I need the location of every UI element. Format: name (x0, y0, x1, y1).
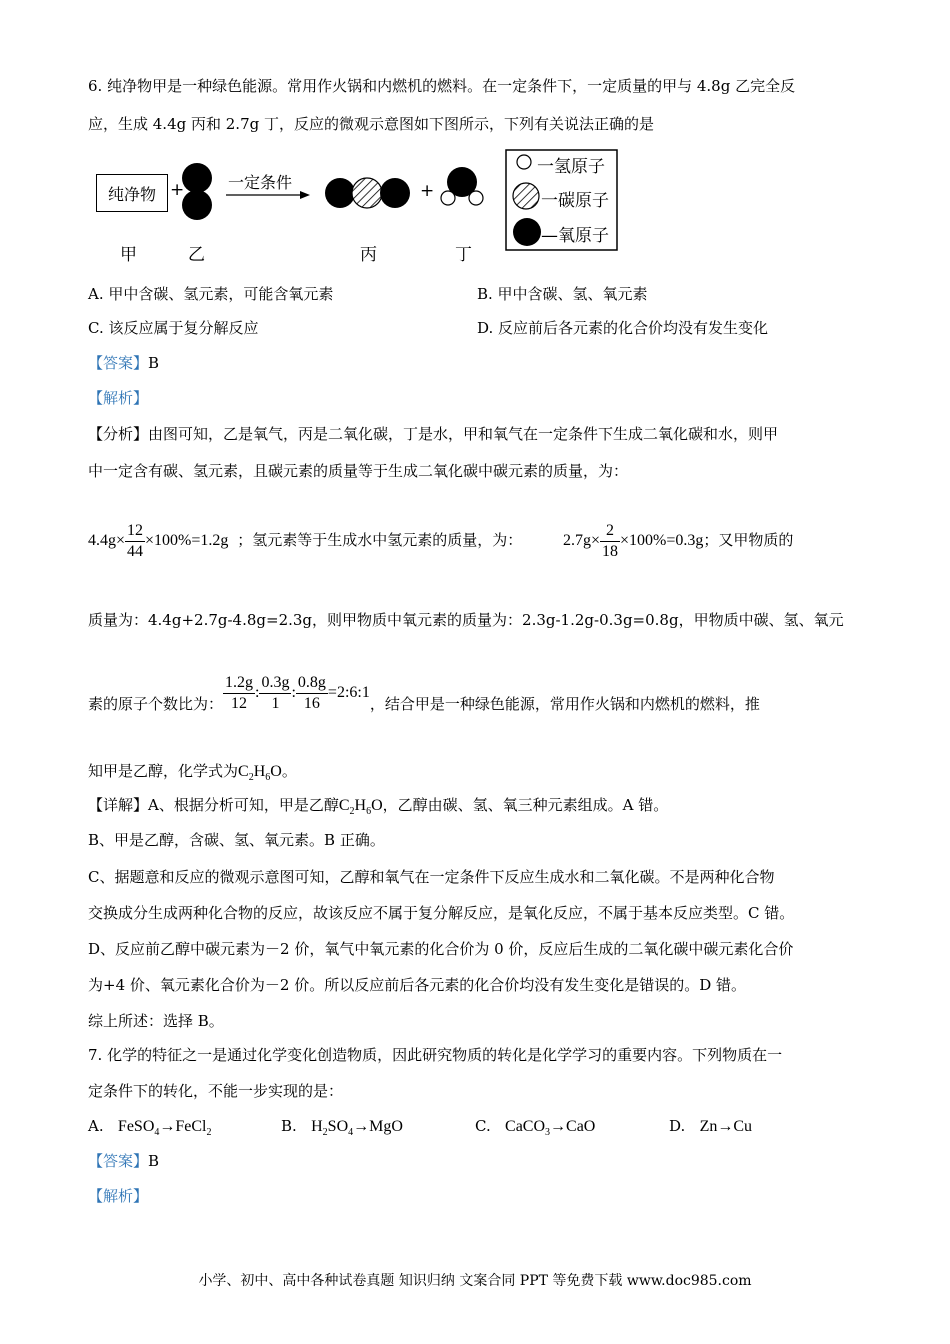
q6-stem-line2: 应，生成 4.4g 丙和 2.7g 丁，反应的微观示意图如下图所示，下列有关说法正确的是 (88, 115, 654, 133)
q7-stem-line1: 7. 化学的特征之一是通过化学变化创造物质，因此研究物质的转化是化学学习的重要内容。下列物质在一 (88, 1046, 783, 1064)
hydrogen-atom (469, 191, 483, 205)
ratio-sep-2: : (291, 684, 296, 701)
ratio-num-2: 0.3g (259, 673, 291, 694)
reaction-condition-label: 一定条件 (228, 173, 293, 192)
legend-carbon-icon (513, 183, 539, 209)
legend-hydrogen-label: 一氢原子 (537, 157, 605, 177)
ratio-fraction-2 (259, 673, 291, 714)
calc1-den: 44 (127, 542, 144, 560)
q6-analysis-tag: 【解析】 (88, 389, 149, 407)
q7-option-d-text: Zn→Cu (699, 1118, 753, 1135)
calc1-num: 12 (125, 521, 145, 542)
calc2-num: 2 (600, 521, 620, 542)
carbon-atom (352, 178, 382, 208)
page-footer: 小学、初中、高中各种试卷真题 知识归纳 文案合同 PPT 等免费下载 www.doc985.com (198, 1273, 752, 1289)
q7-option-b-text: $H_2SO_4\to MgO$ (311, 1118, 403, 1139)
q7-option-c-text: CaCO$_3$→CaO (505, 1118, 596, 1139)
label-bing: 丙 (360, 245, 377, 265)
reaction-arrow-head (300, 191, 310, 199)
q7-option-d (669, 1115, 752, 1138)
ratio-fraction-1 (223, 673, 255, 714)
q7-answer (88, 1150, 159, 1172)
q6-option-d: D. 反应前后各元素的化合价均没有发生变化 (477, 319, 769, 337)
answer-tag: 【答案】 (88, 354, 149, 372)
molecule-diagram-svg (0, 0, 950, 270)
pure-substance-label: 纯净物 (107, 184, 156, 204)
plus-sign-2: + (420, 181, 435, 201)
ratio-den-3: 16 (303, 694, 320, 712)
hydrogen-atom (441, 191, 455, 205)
calc1-fraction (125, 521, 145, 562)
q6-option-a: A. 甲中含碳、氢元素，可能含氧元素 (88, 285, 334, 303)
q6-ratio-line (88, 672, 760, 724)
plus-sign-1: + (170, 180, 185, 200)
calc-mid-text: ；氢元素等于生成水中氢元素的质量，为： (237, 531, 523, 549)
q6-detail-a (88, 794, 668, 823)
q7-option-c (475, 1115, 595, 1144)
q7-option-c-tag: C. (475, 1117, 491, 1135)
q7-answer-value: B (148, 1152, 160, 1170)
q6-option-b: B. 甲中含碳、氢、氧元素 (477, 285, 648, 303)
ratio-den-2: 1 (271, 694, 280, 712)
ratio-pre: 素的原子个数比为： (88, 695, 224, 713)
detail-head: 【详解】 (88, 796, 149, 814)
reaction-diagram (0, 0, 950, 270)
ratio-fraction-3 (296, 673, 328, 714)
calc2-den: 18 (602, 542, 619, 560)
q6-calc-line (88, 520, 793, 562)
calc1-post: ×100%=1.2g (145, 532, 229, 549)
q7-option-a-text: FeSO$_4$→FeCl$_2$ (117, 1118, 212, 1139)
q7-option-a (88, 1115, 212, 1144)
q7-stem-line2: 定条件下的转化，不能一步实现的是： (88, 1082, 344, 1100)
legend-hydrogen-icon (517, 155, 531, 169)
q6-option-c: C. 该反应属于复分解反应 (88, 319, 259, 337)
q6-analysis-line2: 中一定含有碳、氢元素，且碳元素的质量等于生成二氧化碳中碳元素的质量，为： (88, 462, 629, 480)
oxygen-atom (380, 178, 410, 208)
formula-post: 。 (281, 762, 297, 780)
analysis-head: 【分析】 (88, 425, 149, 443)
q6-detail-b: B、甲是乙醇，含碳、氢、氧元素。B 正确。 (88, 831, 385, 849)
calc2-fraction (600, 521, 620, 562)
q6-detail-c1: C、据题意和反应的微观示意图可知，乙醇和氧气在一定条件下反应生成水和二氧化碳。不是两种化合物 (88, 868, 775, 886)
detail-a-pre: A、根据分析可知，甲是乙醇 (148, 796, 339, 814)
label-yi: 乙 (188, 245, 205, 265)
oxygen-atom (182, 190, 212, 220)
analysis-text-1: 由图可知，乙是氧气，丙是二氧化碳，丁是水，甲和氧气在一定条件下生成二氧化碳和水，则甲 (148, 425, 779, 443)
legend-oxygen-label: —氧原子 (541, 226, 609, 246)
q6-detail-d1: D、反应前乙醇中碳元素为－2 价，氧气中氧元素的化合价为 0 价，反应后生成的二氧化碳中碳元素化合价 (88, 940, 794, 958)
label-jia: 甲 (120, 245, 137, 265)
q6-analysis-line1 (88, 423, 778, 445)
answer-value: B (148, 354, 160, 372)
label-ding: 丁 (455, 245, 472, 265)
q6-summary: 综上所述：选择 B。 (88, 1012, 224, 1030)
oxygen-atom (325, 178, 355, 208)
ratio-num-3: 0.8g (296, 673, 328, 694)
q6-detail-d2: 为+4 价、氧元素化合价为－2 价。所以反应前后各元素的化合价均没有发生变化是错误的。D 错。 (88, 976, 746, 994)
calc1-pre: 4.4g× (88, 532, 126, 549)
formula-pre: 知甲是乙醇，化学式为 (88, 762, 239, 780)
oxygen-atom (182, 163, 212, 193)
detail-a-post: ，乙醇由碳、氢、氧三种元素组成。A 错。 (382, 796, 669, 814)
q6-stem-line1: 6. 纯净物甲是一种绿色能源。常用作火锅和内燃机的燃料。在一定条件下，一定质量的甲与 4.8g 乙完全反 (88, 77, 796, 95)
ratio-den-1: 12 (231, 694, 248, 712)
formula-ethanol: $C_2H_6O$ (238, 763, 282, 784)
ratio-result: =2:6:1 (327, 684, 370, 701)
q7-answer-tag: 【答案】 (88, 1152, 149, 1170)
formula-ethanol-2: $C_2H_6O$ (338, 797, 383, 818)
legend-oxygen-icon (513, 218, 541, 246)
q6-formula-line (88, 760, 297, 789)
q6-detail-c2: 交换成分生成两种化合物的反应，故该反应不属于复分解反应，是氧化反应，不属于基本反应类型。C 错。 (88, 904, 795, 922)
calc2-pre: 2.7g× (562, 532, 601, 549)
ratio-post: ，结合甲是一种绿色能源，常用作火锅和内燃机的燃料，推 (369, 695, 760, 713)
legend-carbon-label: 一碳原子 (541, 191, 609, 211)
q6-answer (88, 352, 159, 374)
ratio-sep-1: : (255, 684, 260, 701)
q6-mass-line: 质量为：4.4g+2.7g-4.8g=2.3g，则甲物质中氧元素的质量为：2.3g-1.2g-0.3g=0.8g，甲物质中碳、氢、氧元 (88, 611, 844, 629)
calc-tail-text: ；又甲物质的 (703, 531, 794, 549)
q7-analysis-tag: 【解析】 (88, 1187, 149, 1205)
calc2-post: ×100%=0.3g (620, 532, 704, 549)
q7-option-b (281, 1115, 403, 1144)
ratio-num-1: 1.2g (223, 673, 255, 694)
q7-option-b-tag: B. (281, 1117, 297, 1135)
q7-option-d-tag: D. (669, 1117, 686, 1135)
q7-option-a-tag: A. (88, 1117, 104, 1135)
